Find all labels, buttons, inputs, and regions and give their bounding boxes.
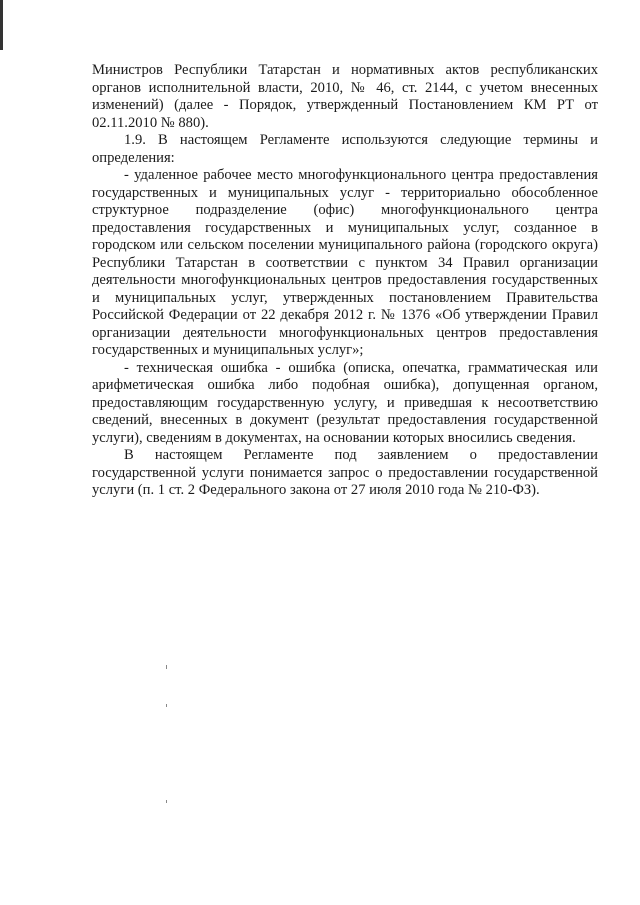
paragraph-term-technical-error: - техническая ошибка - ошибка (описка, опечатка, грамматическая или арифметическая ошибка либо подобная ошибка), допущенная органом, предоставляющим государственную услугу, и приведшая к несоответствию сведений, внесенных в документ (результат предоставления государственной услуги), сведениям в документах, на основании которых вносились сведения. bbox=[92, 359, 598, 446]
paragraph-term-remote-workplace: - удаленное рабочее место многофункционального центра предоставления государственных и муниципальных услуг - территориально обособленное структурное подразделение (офис) многофункционального центра предоставления государственных и муниципальных услуг, созданное в городском или сельском поселении муниципального района (городского округа) Республики Татарстан в соответствии с пунктом 34 Правил организации деятельности многофункциональных центров предоставления государственных и муниципальных услуг, утвержденных постановлением Правительства Российской Федерации от 22 декабря 2012 г. № 1376 «Об утверждении Правил организации деятельности многофункциональных центров предоставления государственных и муниципальных услуг»; bbox=[92, 167, 598, 358]
page-binding-edge bbox=[0, 0, 3, 50]
paragraph-application-definition: В настоящем Регламенте под заявлением о предоставлении государственной услуги понимается запрос о предоставлении государственной услуги (п. 1 ст. 2 Федерального закона от 27 июля 2010 года № 210-ФЗ). bbox=[92, 447, 598, 498]
scan-speck bbox=[166, 704, 167, 707]
paragraph-section-1-9: 1.9. В настоящем Регламенте используются следующие термины и определения: bbox=[92, 132, 598, 166]
scan-speck bbox=[166, 665, 167, 669]
scan-speck bbox=[166, 800, 167, 803]
document-body bbox=[92, 62, 598, 500]
paragraph-continuation: Министров Республики Татарстан и нормативных актов республиканских органов исполнительной власти, 2010, № 46, ст. 2144, с учетом внесенных изменений) (далее - Порядок, утвержденный Постановлением КМ РТ от 02.11.2010 № 880). bbox=[92, 62, 598, 131]
